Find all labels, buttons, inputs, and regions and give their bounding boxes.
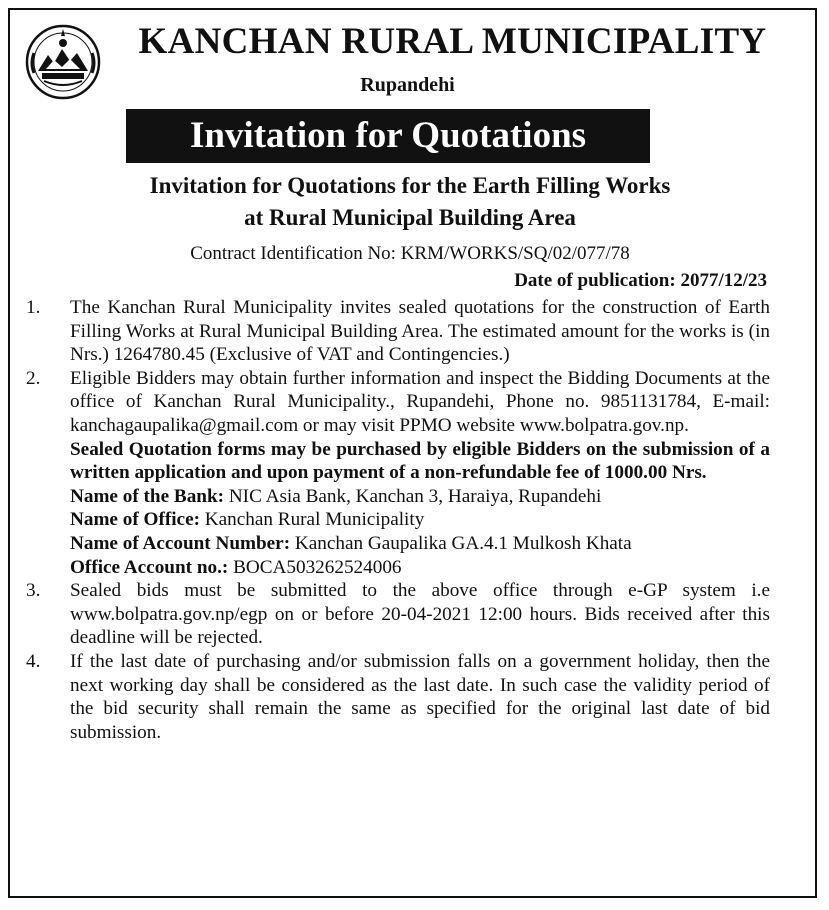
office-value: Kanchan Rural Municipality [199,509,425,531]
clause-number: 4. [26,650,41,672]
office-label: Name of Office: [70,509,200,531]
account-no-label: Office Account no.: [70,556,229,578]
clause-number: 1. [26,297,41,318]
account-name-label: Name of Account Number: [70,532,291,554]
clause-text: Sealed bids must be submitted to the above office through e-GP system i.e www.bolpatra.gov.np/egp on or before 20-04-2021 12:00 hours. Bids received after this deadline will be rejected. [70,580,770,649]
district-name: Rupandehi [360,74,455,96]
clause-3 [26,579,770,650]
notice-subtitle-line1: Invitation for Quotations for the Earth Filling Works [149,173,671,198]
bank-line [70,485,770,509]
organization-title: KANCHAN RURAL MUNICIPALITY [138,21,767,62]
publication-date: Date of publication: 2077/12/23 [514,270,767,291]
account-name-line [70,532,770,556]
notice-banner: Invitation for Quotations [126,109,650,163]
contract-identification: Contract Identification No: KRM/WORKS/SQ/02/077/78 [190,243,630,264]
clause-list [26,296,770,744]
notice-subtitle-line2: at Rural Municipal Building Area [244,205,576,230]
bank-label: Name of the Bank: [70,485,225,507]
clause-text: Eligible Bidders may obtain further information and inspect the Bidding Documents at the office of Kanchan Rural Municipality., Rupandehi, Phone no. 9851131784, E-mail: kanchagaupalika@gmail.com or may visit PPMO website www.bolpatra.gov.np. [70,367,770,436]
office-line [70,508,770,532]
account-no-line [70,556,770,580]
clause-text: If the last date of purchasing and/or submission falls on a government holiday, then the next working day shall be considered as the last date. In such case the validity period of the bid security shall remain the same as specified for the original last date of bid submission. [70,650,770,743]
bank-value: NIC Asia Bank, Kanchan 3, Haraiya, Rupandehi [224,485,602,507]
notice-frame [8,8,817,898]
clause-1 [26,296,770,367]
clause-2 [26,367,770,579]
purchase-note: Sealed Quotation forms may be purchased by eligible Bidders on the submission of a written application and upon payment of a non-refundable fee of 1000.00 Nrs. [70,438,770,484]
clause-number: 3. [26,580,41,602]
municipality-emblem-icon [24,23,102,101]
clause-number: 2. [26,367,41,389]
clause-4 [26,650,770,744]
account-no-value: BOCA503262524006 [228,556,402,578]
clause-text: The Kanchan Rural Municipality invites sealed quotations for the construction of Earth Filling Works at Rural Municipal Building Area. The estimated amount for the works is (in Nrs.) 1264780.45 (Exclusive of VAT and Contingencies.) [70,297,770,366]
account-name-value: Kanchan Gaupalika GA.4.1 Mulkosh Khata [290,532,632,554]
